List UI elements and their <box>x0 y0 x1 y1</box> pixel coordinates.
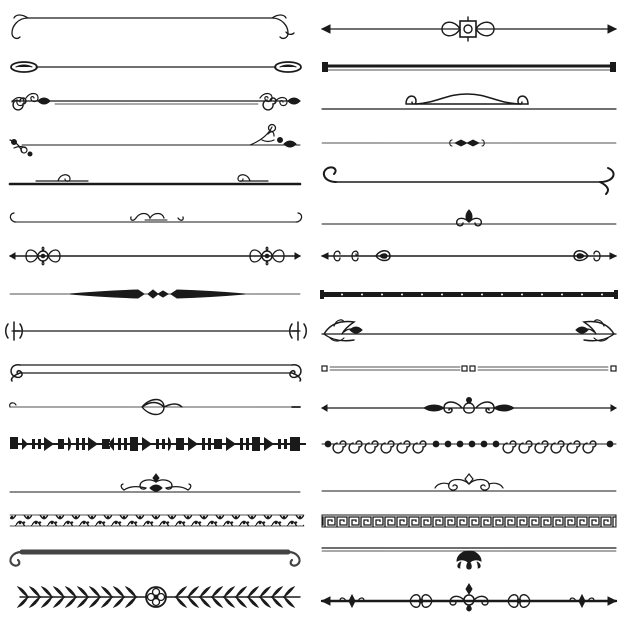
acanthus-divider <box>322 548 616 569</box>
corner-flourish-divider <box>12 15 294 38</box>
laurel-rosette-divider <box>18 587 300 607</box>
heart-scroll-divider <box>322 251 616 261</box>
small-swirl-divider <box>10 213 301 222</box>
scroll-end-double-divider <box>11 365 301 381</box>
vine-cluster-divider <box>12 94 300 110</box>
fleur-accent-divider <box>322 210 616 226</box>
greek-key-band-divider <box>322 515 616 527</box>
dash-box-divider <box>322 366 616 371</box>
multi-ornament-divider <box>322 584 616 611</box>
bar-end-divider <box>322 62 616 72</box>
curl-accent-divider <box>10 175 300 184</box>
wave-crest-divider <box>322 94 616 109</box>
crest-swirl-divider <box>322 474 616 491</box>
whip-curl-divider <box>324 167 614 194</box>
trident-end-divider <box>6 322 307 340</box>
ribbon-loop-divider <box>10 400 300 415</box>
lace-band-divider <box>10 515 304 526</box>
feather-end-divider <box>322 320 616 341</box>
spindle-divider <box>10 290 300 298</box>
floral-sprig-divider <box>10 125 300 157</box>
leaf-accent-divider <box>322 140 616 146</box>
arrow-medallion-divider <box>322 17 616 41</box>
filigree-end-divider <box>10 247 300 265</box>
pattern-band-divider <box>10 437 306 451</box>
oval-end-divider <box>11 62 301 72</box>
ornate-center-divider <box>322 397 616 413</box>
spiral-dot-divider <box>322 441 616 453</box>
scroll-bar-divider <box>10 552 299 566</box>
beaded-bar-divider <box>320 290 618 299</box>
crest-divider <box>10 474 300 492</box>
